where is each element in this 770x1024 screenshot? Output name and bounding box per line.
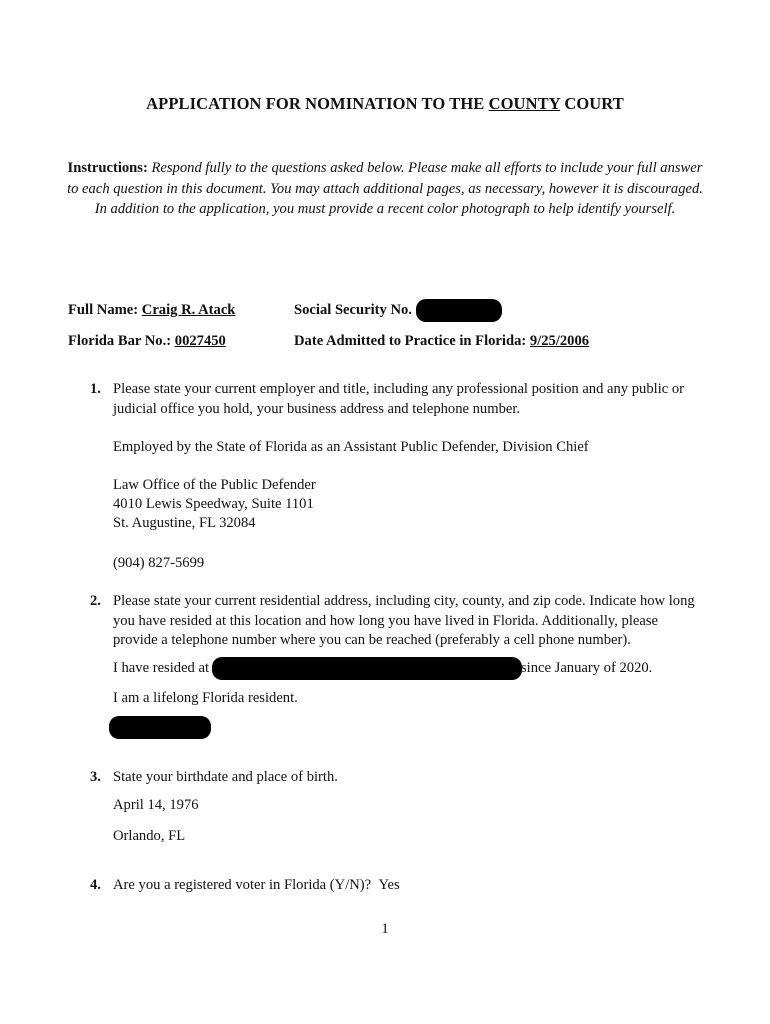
answer-2-resided-prefix: I have resided at bbox=[113, 660, 210, 676]
question-4-text: Are you a registered voter in Florida (Y/N)? bbox=[113, 877, 372, 893]
answer-4-response: Yes bbox=[378, 877, 400, 893]
answer-1-street: 4010 Lewis Speedway, Suite 1101 bbox=[113, 496, 314, 512]
admitted-date-label: Date Admitted to Practice in Florida: bbox=[294, 333, 527, 349]
instructions-text: Respond fully to the questions asked below. Please make all efforts to include your full answer to each question in this document. You may attach additional pages, as necessary, however it is discouraged. In addition to the application, you must provide a recent color photograph to help identify yourself. bbox=[67, 160, 703, 217]
instructions-label: Instructions: bbox=[67, 160, 148, 176]
answer-1-city: St. Augustine, FL 32084 bbox=[113, 515, 256, 531]
instructions-block bbox=[66, 158, 704, 220]
question-1-number: 1. bbox=[90, 381, 101, 397]
answer-2-lifelong: I am a lifelong Florida resident. bbox=[113, 690, 298, 706]
question-2-number: 2. bbox=[90, 593, 101, 609]
ssn-label: Social Security No. bbox=[294, 302, 412, 318]
full-name-field bbox=[68, 302, 235, 319]
title-suffix: COURT bbox=[560, 94, 624, 113]
bar-number-label: Florida Bar No.: bbox=[68, 333, 172, 349]
answer-2-resided-suffix: since January of 2020. bbox=[521, 660, 653, 676]
page-number: 1 bbox=[381, 921, 389, 937]
question-4-line bbox=[113, 876, 703, 896]
title-prefix: APPLICATION FOR NOMINATION TO THE bbox=[146, 94, 489, 113]
admitted-date-field bbox=[294, 333, 589, 350]
answer-1-phone: (904) 827-5699 bbox=[113, 555, 205, 571]
admitted-date-value: 9/25/2006 bbox=[529, 333, 590, 349]
page-title bbox=[0, 94, 770, 114]
question-4-number: 4. bbox=[90, 877, 101, 893]
title-underlined-word: COUNTY bbox=[488, 94, 561, 113]
answer-3-birthplace: Orlando, FL bbox=[113, 828, 186, 844]
answer-1-employment: Employed by the State of Florida as an Assistant Public Defender, Division Chief bbox=[113, 439, 589, 455]
full-name-label: Full Name: bbox=[68, 302, 139, 318]
ssn-field bbox=[294, 302, 412, 319]
bar-number-value: 0027450 bbox=[174, 333, 226, 349]
bar-number-field bbox=[68, 333, 226, 350]
answer-1-office: Law Office of the Public Defender bbox=[113, 477, 316, 493]
question-3-number: 3. bbox=[90, 769, 101, 785]
phone-redaction bbox=[109, 716, 211, 739]
ssn-redaction bbox=[416, 299, 502, 322]
answer-3-birthdate: April 14, 1976 bbox=[113, 797, 199, 813]
question-2-text: Please state your current residential address, including city, county, and zip code. Indicate how long you have resided at this location and how long you have lived in Florida. Additionally, please provide a telephone number where you can be reached (preferably a cell phone number). bbox=[113, 593, 695, 648]
address-redaction bbox=[212, 657, 522, 680]
question-3-text: State your birthdate and place of birth. bbox=[113, 769, 338, 785]
question-1-text: Please state your current employer and title, including any professional position and any public or judicial office you hold, your business address and telephone number. bbox=[113, 381, 685, 417]
full-name-value: Craig R. Atack bbox=[141, 302, 236, 318]
